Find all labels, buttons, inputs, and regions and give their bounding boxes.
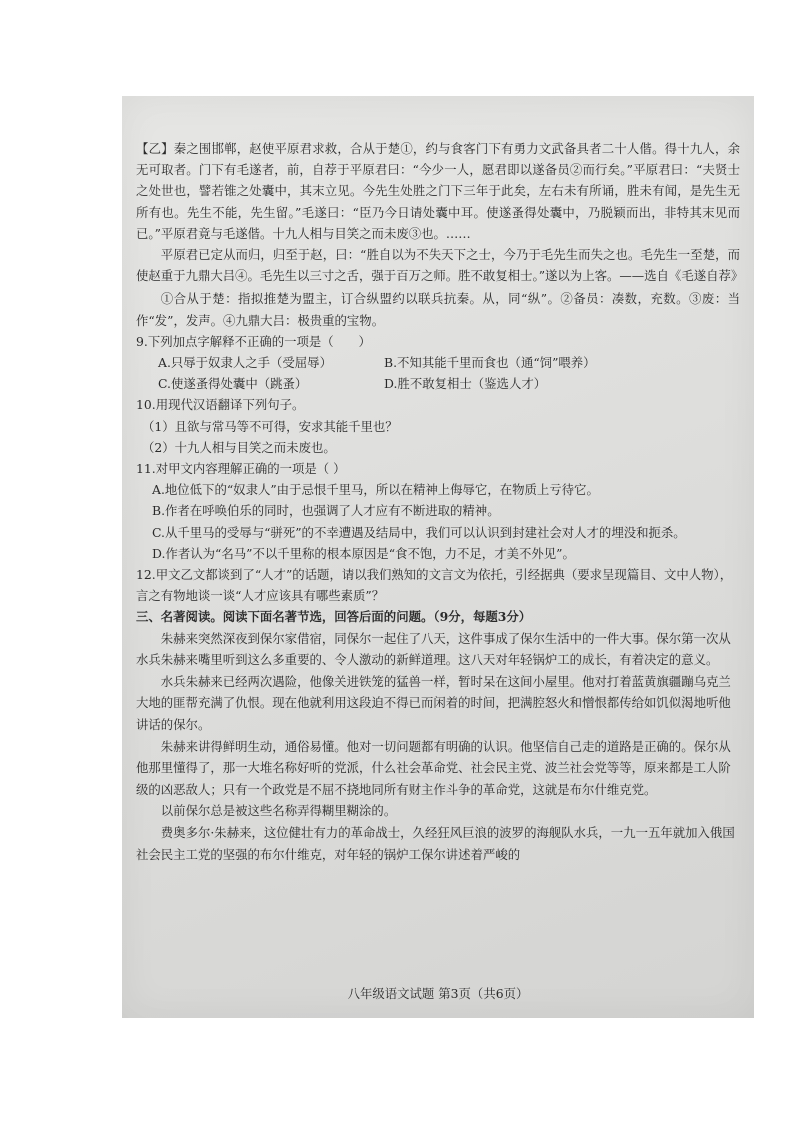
- scanned-page-photo: [122, 96, 754, 1018]
- question-11-option-c: C.从千里马的受辱与“骈死”的不幸遭遇及结局中，我们可以认识到封建社会对人才的埋没和扼杀。: [152, 524, 686, 540]
- question-11-option-a: A.地位低下的“奴隶人”由于忌恨千里马，所以在精神上侮辱它，在物质上亏待它。: [152, 482, 599, 498]
- excerpt-paragraph-3: 朱赫来讲得鲜明生动，通俗易懂。他对一切问题都有明确的认识。他坚信自己走的道路是正确的。保尔从他那里懂得了，那一大堆名称好听的党派，什么社会革命党、社会民主党、波兰社会党等等，原来都是工人阶级的凶恶敌人；只有一个政党是不屈不挠地同所有财主作斗争的革命党，这就是布尔什维克党。: [136, 738, 731, 797]
- passage-b-footnotes: ①合从于楚：指拟推楚为盟主，订合纵盟约以联兵抗秦。从，同“纵”。②备员：凑数，充数。③废：当作“发”，发声。④九鼎大吕：极贵重的宝物。: [136, 291, 740, 328]
- page-content: [136, 138, 744, 865]
- passage-b-paragraph-1: 【乙】秦之围邯郸，赵使平原君求救，合从于楚①，约与食客门下有勇力文武备具者二十人偕。得十九人，余无可取者。门下有毛遂者，前，自荐于平原君曰：“今少一人，愿君即以遂备员②而行矣。”平原君曰：“夫贤士之处世也，譬若锥之处囊中，其末立见。今先生处胜之门下三年于此矣，左右未有所诵，胜未有闻，是先生无所有也。先生不能，先生留。”毛遂曰：“臣乃今日请处囊中耳。使遂蚤得处囊中，乃脱颖而出，非特其末见而已。”平原君竟与毛遂偕。十九人相与目笑之而未废③也。……: [136, 141, 740, 241]
- excerpt-paragraph-2: 水兵朱赫来已经两次遇险，他像关进铁笼的猛兽一样，暂时呆在这间小屋里。他对打着蓝黄旗疆蹦乌克兰大地的匪帮充满了仇恨。现在他就利用这段迫不得已而闲着的时间，把满腔怒火和憎恨都传给如饥似渴地听他讲话的保尔。: [136, 673, 731, 733]
- question-9-option-c: C.使遂蚤得处囊中（跳蚤）: [158, 376, 308, 392]
- question-10-sentence-2: （2）十九人相与目笑之而未废也。: [142, 439, 336, 455]
- question-12-stem: 12.甲文乙文都谈到了“人才”的话题，请以我们熟知的文言文为依托，引经据典（要求呈现篇目、文中人物），言之有物地谈一谈“人才应该具有哪些素质”？: [136, 567, 733, 604]
- question-9-options-row-2: [136, 373, 740, 394]
- question-9-option-b: B.不知其能千里而食也（通“饲”喂养）: [384, 355, 596, 371]
- excerpt-paragraph-1: 朱赫来突然深夜到保尔家借宿，同保尔一起住了八天，这件事成了保尔生活中的一件大事。保尔第一次从水兵朱赫来嘴里听到这么多重要的、令人激动的新鲜道理。这八天对年轻锅炉工的成长，有着决定的意义。: [136, 630, 731, 668]
- excerpt-paragraph-5: 费奥多尔·朱赫来，这位健壮有力的革命战士，久经狂风巨浪的波罗的海舰队水兵，一九一五年就加入俄国社会民主工党的坚强的布尔什维克，对年轻的锅炉工保尔讲述着严峻的: [136, 825, 735, 862]
- question-9-option-d: D.胜不敢复相士（鉴选人才）: [384, 376, 547, 392]
- page-footer: 八年级语文试题 第3页（共6页）: [347, 986, 529, 1001]
- excerpt-paragraph-4: 以前保尔总是被这些名称弄得糊里糊涂的。: [160, 803, 397, 819]
- question-10-stem: 10.用现代汉语翻译下列句子。: [136, 397, 305, 413]
- question-9-options-row-1: [136, 352, 740, 373]
- question-11-stem: 11.对甲文内容理解正确的一项是（ ）: [136, 461, 346, 477]
- question-11-option-b: B.作者在呼唤伯乐的同时，也强调了人才应有不断进取的精神。: [152, 503, 500, 519]
- question-9-stem: 9.下列加点字解释不正确的一项是（ ）: [136, 333, 371, 349]
- question-9-option-a: A.只辱于奴隶人之手（受屈辱）: [158, 355, 332, 371]
- section-3-heading: 三、名著阅读。阅读下面名著节选，回答后面的问题。（9分，每题3分）: [136, 609, 532, 625]
- question-11-option-d: D.作者认为“名马”不以千里称的根本原因是“食不饱，力不足，才美不外见”。: [152, 545, 575, 561]
- question-10-sentence-1: （1）且欲与常马等不可得，安求其能千里也？: [142, 418, 398, 434]
- passage-b-paragraph-2: 平原君已定从而归，归至于赵，曰：“胜自以为不失天下之士，今乃于毛先生而失之也。毛先生一至楚，而使赵重于九鼎大吕④。毛先生以三寸之舌，强于百万之师。胜不敢复相士。”遂以为上客。——选自《毛遂自荐》: [136, 247, 744, 284]
